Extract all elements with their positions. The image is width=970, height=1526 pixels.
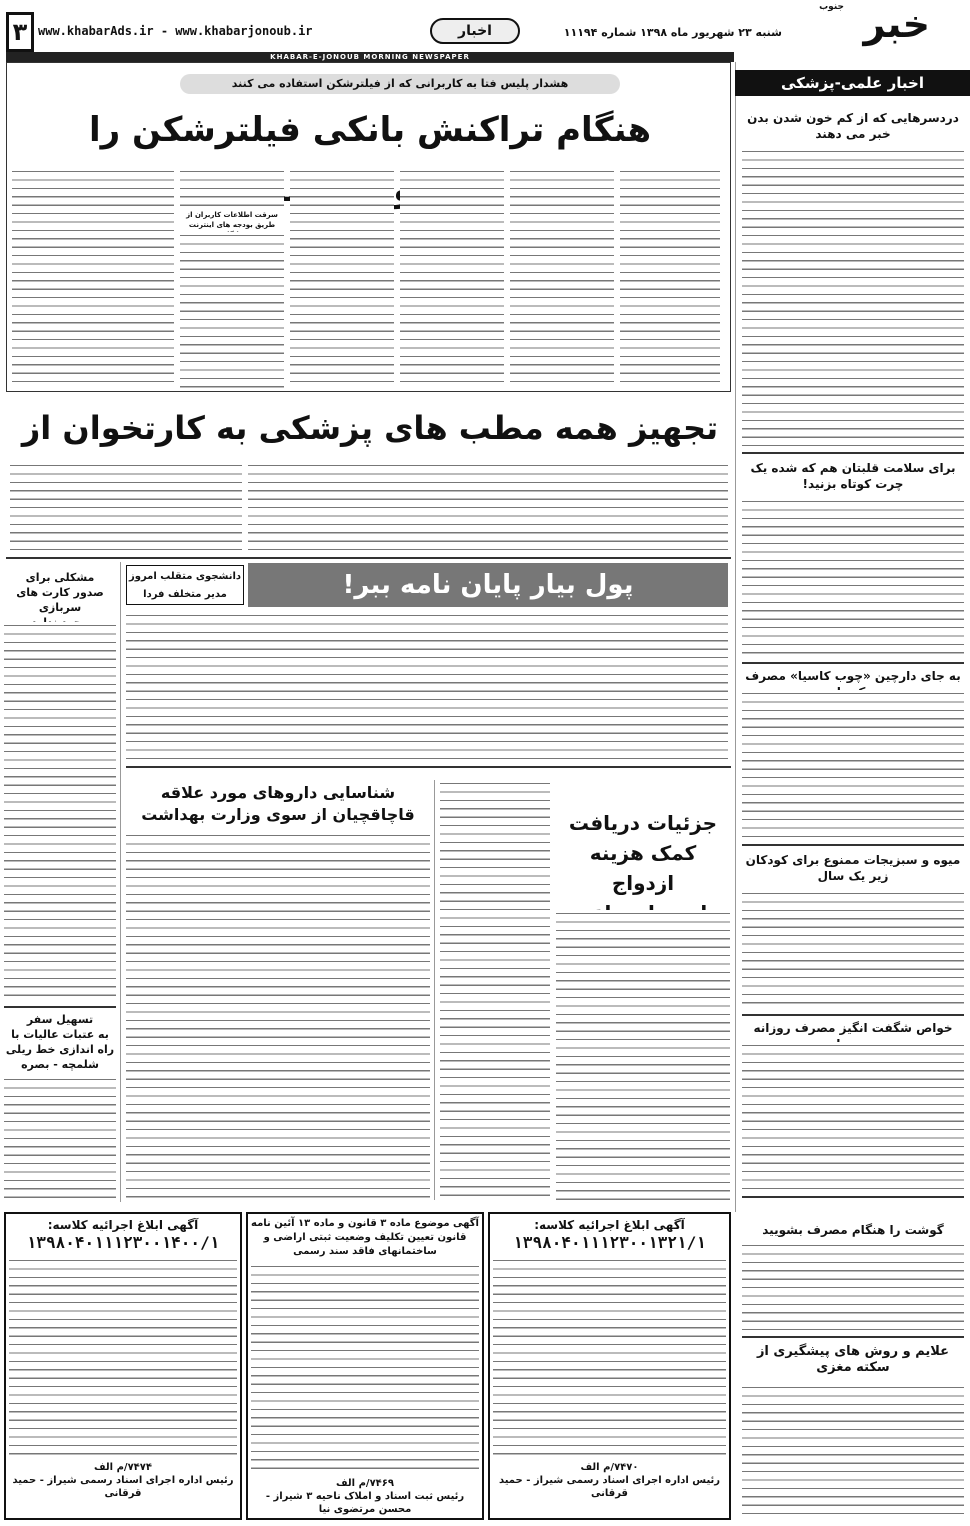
pos-headline: تجهیز همه مطب های پزشکی به کارتخوان از [21, 409, 719, 447]
article-body [742, 690, 964, 840]
english-strip: KHABAR-E-JONOUB MORNING NEWSPAPER [6, 52, 734, 62]
story-body [510, 168, 614, 388]
divider [120, 562, 121, 1202]
ad-title: آگهی ابلاغ اجرائیه کلاسه: [534, 1218, 685, 1232]
pos-story-body [248, 462, 728, 554]
article-title: گوشت را هنگام مصرف بشویید [762, 1223, 944, 1237]
article-title: دردسرهایی که از کم خون شدن بدن خبر می دهند [747, 111, 959, 141]
section-label: اخبار [430, 18, 520, 44]
pos-story-body [10, 462, 242, 554]
divider [742, 1336, 964, 1338]
top-story-headline: هنگام تراکنش بانکی فیلترشکن را [88, 110, 652, 150]
marriage-loan-body [556, 910, 730, 1200]
story-body [620, 168, 720, 388]
divider [742, 452, 964, 454]
student-box [126, 565, 244, 605]
story-body [12, 168, 174, 388]
student-box-line: دانشجوی متقلب امروز [128, 571, 242, 582]
rail-title [4, 1012, 116, 1072]
thesis-banner: پول بیار پایان نامه ببر! [248, 563, 728, 607]
ad-signature: رئیس ثبت اسناد و املاک ناحیه ۳ شیراز - محسن مرتضوی نیا [265, 1491, 465, 1515]
ad-box [488, 1212, 731, 1520]
divider [742, 1196, 964, 1198]
ad-body [251, 1263, 479, 1473]
ad-signature: رئیس اداره اجرای اسناد رسمی شیراز - حمید قرقانی [12, 1475, 234, 1499]
ad-code: ۷۴۶۹/م الف [336, 1478, 394, 1489]
headline-line: کمک هزینه ازدواج [589, 841, 697, 895]
divider [742, 662, 964, 664]
ad-code: ۷۴۷۴/م الف [94, 1462, 152, 1473]
article-body [742, 148, 964, 448]
ad-body [9, 1257, 237, 1457]
ad-number: ۱۳۹۸۰۴۰۱۱۱۲۳۰۰۱۳۲۱/۱ [513, 1233, 706, 1252]
article-body [742, 1042, 964, 1192]
article-body [742, 498, 964, 658]
military-card-body [4, 622, 116, 1002]
divider [742, 1014, 964, 1016]
ad-title: آگهی ابلاغ اجرائیه کلاسه: [47, 1218, 199, 1232]
article-body [742, 1384, 964, 1520]
science-column-header: اخبار علمی-پزشکی [735, 70, 970, 96]
story-body [180, 232, 284, 388]
drug-smugglers-headline [126, 782, 430, 826]
story-body [290, 168, 394, 388]
article-body [742, 1242, 964, 1332]
divider [6, 557, 731, 559]
title-line: راه اندازی خط ریلی [5, 1043, 115, 1056]
title-line: تسهیل سفر [26, 1013, 94, 1026]
story-body [400, 168, 504, 388]
story-subhead: سرقت اطلاعات کاربران از طریق بودجه های اینترنت [186, 211, 278, 229]
dateline: شنبه ۲۳ شهریور ماه ۱۳۹۸ شماره ۱۱۱۹۴ [563, 26, 782, 39]
title-line: شلمچه - بصره [21, 1058, 99, 1071]
headline-line: جزئیات دریافت [568, 811, 718, 835]
story-body [180, 168, 284, 208]
title-line: به عتبات عالیات با [11, 1028, 109, 1041]
website-urls[interactable]: www.khabarAds.ir - www.khabarjonoub.ir [38, 24, 313, 38]
headline-line: شناسایی داروهای مورد علاقه [160, 783, 396, 802]
title-line: صدور کارت های سربازی [16, 586, 104, 614]
ad-code: ۷۴۷۰/م الف [580, 1462, 639, 1473]
divider [434, 780, 435, 1200]
marriage-loan-body [440, 780, 550, 1200]
ad-number: ۱۳۹۸۰۴۰۱۱۱۲۳۰۰۱۴۰۰/۱ [26, 1233, 220, 1252]
rail-body [4, 1076, 116, 1202]
divider [4, 1006, 116, 1008]
thesis-body [126, 612, 728, 760]
title-line: مشکلی برای [25, 571, 95, 584]
ad-box [246, 1212, 484, 1520]
article-title: خواص شگفت انگیز مصرف روزانه [753, 1021, 953, 1035]
ad-body [493, 1257, 726, 1457]
article-title: به جای دارچین «چوب کاسیا» مصرف [745, 669, 961, 683]
ad-title: آگهی موضوع ماده ۳ قانون و ماده ۱۳ آئین نامه قانون تعیین تکلیف وضعیت ثبتی اراضی و ساختمانهای فاقد سند رسمی [251, 1218, 479, 1257]
page-number: ۳ [6, 12, 34, 52]
headline-line: قاچاقچیان از سوی وزارت بهداشت [141, 805, 415, 824]
article-title: برای سلامت قلبتان هم که شده یک چرت کوتاه بزنید! [750, 461, 956, 491]
divider [742, 844, 964, 846]
military-card-title [4, 570, 116, 630]
article-body [742, 890, 964, 1010]
ad-signature: رئیس اداره اجرای اسناد رسمی شیراز - حمید قرقانی [498, 1475, 721, 1499]
top-story-kicker: هشدار پلیس فتا به کاربرانی که از فیلترشکن استفاده می کنند [180, 74, 620, 94]
divider [126, 766, 731, 768]
article-title: میوه و سبزیجات ممنوع برای کودکان زیر یک سال [745, 853, 961, 883]
student-box-line: مدیر متخلف فردا [143, 589, 227, 600]
article-title: علایم و روش های پیشگیری از سکته مغزی [756, 1344, 950, 1375]
drug-smugglers-body [126, 832, 430, 1202]
newspaper-logo: خبر [863, 2, 930, 46]
newspaper-logo-sub: جنوب [819, 2, 844, 12]
ad-box [4, 1212, 242, 1520]
